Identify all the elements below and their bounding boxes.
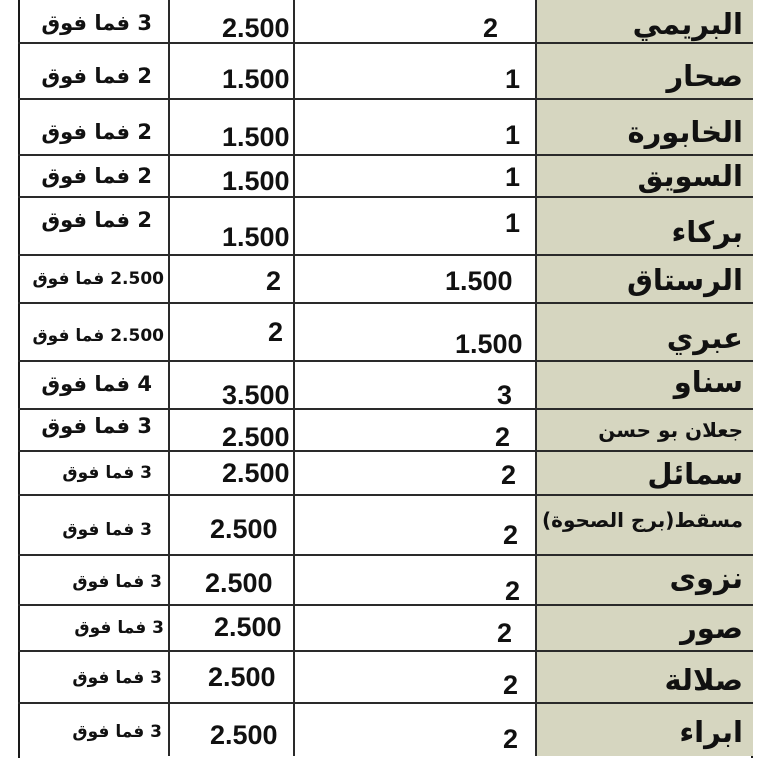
table-row xyxy=(18,156,753,198)
value-cell-a xyxy=(293,556,535,604)
city-name: البريمي xyxy=(632,7,743,41)
city-cell xyxy=(535,198,753,254)
value-cell-c xyxy=(18,704,168,756)
city-name: صحار xyxy=(666,59,743,93)
value-cell-b xyxy=(168,452,293,494)
value-b: 2 xyxy=(268,317,284,347)
value-a: 3 xyxy=(497,380,513,408)
city-name: مسقط(برج الصحوة) xyxy=(542,508,743,532)
value-c: 2.500 فما فوق xyxy=(32,326,164,346)
value-cell-a xyxy=(293,256,535,302)
value-b: 1.500 xyxy=(222,122,290,152)
value-cell-b xyxy=(168,0,293,42)
value-cell-a xyxy=(293,198,535,254)
value-cell-a xyxy=(293,100,535,154)
table-row xyxy=(18,652,753,704)
city-cell xyxy=(535,410,753,450)
value-cell-a xyxy=(293,452,535,494)
value-c: 2.500 فما فوق xyxy=(32,269,164,289)
value-b: 2 xyxy=(266,266,282,296)
table-row xyxy=(18,362,753,410)
city-name: الخابورة xyxy=(627,115,743,149)
value-a: 2 xyxy=(501,460,517,490)
value-c: 2 فما فوق xyxy=(41,208,152,232)
value-cell-a xyxy=(293,304,535,360)
city-name: نزوى xyxy=(669,561,743,595)
value-b: 2.500 xyxy=(208,662,276,692)
value-cell-c xyxy=(18,0,168,42)
value-cell-c xyxy=(18,410,168,450)
value-b: 1.500 xyxy=(222,166,290,196)
value-cell-b xyxy=(168,652,293,702)
value-a: 1.500 xyxy=(455,329,523,359)
city-cell xyxy=(535,652,753,702)
value-cell-b xyxy=(168,156,293,196)
value-c: 3 فما فوق xyxy=(72,668,162,688)
value-a: 1 xyxy=(505,162,521,192)
value-c: 3 فما فوق xyxy=(41,414,152,438)
value-c: 3 فما فوق xyxy=(62,463,152,483)
city-cell xyxy=(535,304,753,360)
value-a: 1 xyxy=(505,208,521,238)
value-cell-a xyxy=(293,652,535,702)
value-a: 2 xyxy=(503,670,519,700)
value-a: 1 xyxy=(505,64,521,94)
value-a: 2 xyxy=(483,13,499,42)
city-cell xyxy=(535,256,753,302)
table-row xyxy=(18,452,753,496)
value-c: 2 فما فوق xyxy=(41,64,152,88)
city-name: عبري xyxy=(666,321,743,355)
table-row xyxy=(18,0,753,44)
value-cell-b xyxy=(168,44,293,98)
value-b: 2.500 xyxy=(214,612,282,642)
value-cell-a xyxy=(293,44,535,98)
city-name: الرستاق xyxy=(626,263,743,297)
value-cell-b xyxy=(168,410,293,450)
table-row xyxy=(18,100,753,156)
value-b: 1.500 xyxy=(222,222,290,252)
city-cell xyxy=(535,156,753,196)
table-row xyxy=(18,704,753,756)
value-cell-a xyxy=(293,0,535,42)
table-row xyxy=(18,410,753,452)
value-cell-a xyxy=(293,496,535,554)
city-cell xyxy=(535,556,753,604)
value-b: 2.500 xyxy=(222,13,290,42)
value-cell-c xyxy=(18,304,168,360)
value-b: 2.500 xyxy=(222,458,290,488)
value-b: 3.500 xyxy=(222,380,290,408)
city-name: السويق xyxy=(637,159,743,193)
value-b: 2.500 xyxy=(222,422,290,450)
table-row xyxy=(18,256,753,304)
value-c: 2 فما فوق xyxy=(41,164,152,188)
value-cell-a xyxy=(293,156,535,196)
value-cell-a xyxy=(293,362,535,408)
city-name: ابراء xyxy=(679,715,743,749)
value-b: 2.500 xyxy=(210,514,278,544)
price-table xyxy=(18,0,753,756)
city-cell xyxy=(535,606,753,650)
table-row xyxy=(18,496,753,556)
value-cell-c xyxy=(18,452,168,494)
value-cell-c xyxy=(18,156,168,196)
value-c: 4 فما فوق xyxy=(41,372,152,396)
value-b: 2.500 xyxy=(210,720,278,750)
value-cell-b xyxy=(168,100,293,154)
city-name: بركاء xyxy=(671,215,743,249)
value-a: 1.500 xyxy=(445,266,513,296)
value-cell-c xyxy=(18,652,168,702)
city-cell xyxy=(535,452,753,494)
value-cell-c xyxy=(18,362,168,408)
value-cell-b xyxy=(168,304,293,360)
value-a: 1 xyxy=(505,120,521,150)
value-a: 2 xyxy=(503,520,519,550)
value-cell-c xyxy=(18,100,168,154)
table-row xyxy=(18,198,753,256)
city-cell xyxy=(535,362,753,408)
value-cell-c xyxy=(18,556,168,604)
value-c: 3 فما فوق xyxy=(72,572,162,592)
value-cell-b xyxy=(168,606,293,650)
value-cell-c xyxy=(18,606,168,650)
value-cell-b xyxy=(168,256,293,302)
value-cell-a xyxy=(293,410,535,450)
value-cell-a xyxy=(293,704,535,756)
value-c: 2 فما فوق xyxy=(41,120,152,144)
value-a: 2 xyxy=(495,422,511,450)
table-row xyxy=(18,44,753,100)
city-name: سناو xyxy=(673,365,743,399)
value-cell-b xyxy=(168,496,293,554)
city-name: سمائل xyxy=(647,457,743,491)
value-c: 3 فما فوق xyxy=(72,722,162,742)
table-row xyxy=(18,556,753,606)
value-cell-c xyxy=(18,496,168,554)
value-a: 2 xyxy=(503,724,519,754)
city-cell xyxy=(535,704,753,756)
value-cell-c xyxy=(18,198,168,254)
value-b: 1.500 xyxy=(222,64,290,94)
value-a: 2 xyxy=(497,618,513,648)
value-cell-b xyxy=(168,704,293,756)
value-c: 3 فما فوق xyxy=(41,11,152,35)
city-cell xyxy=(535,44,753,98)
value-b: 2.500 xyxy=(205,568,273,598)
value-cell-b xyxy=(168,556,293,604)
value-cell-a xyxy=(293,606,535,650)
value-c: 3 فما فوق xyxy=(62,520,152,540)
value-cell-b xyxy=(168,362,293,408)
city-cell xyxy=(535,496,753,554)
value-cell-c xyxy=(18,256,168,302)
table-row xyxy=(18,606,753,652)
city-name: جعلان بو حسن xyxy=(598,418,743,442)
city-name: صلالة xyxy=(664,663,743,697)
value-cell-b xyxy=(168,198,293,254)
value-cell-c xyxy=(18,44,168,98)
city-cell xyxy=(535,100,753,154)
value-c: 3 فما فوق xyxy=(74,618,164,638)
table-row xyxy=(18,304,753,362)
value-a: 2 xyxy=(505,576,521,604)
city-cell xyxy=(535,0,753,42)
city-name: صور xyxy=(680,611,743,645)
